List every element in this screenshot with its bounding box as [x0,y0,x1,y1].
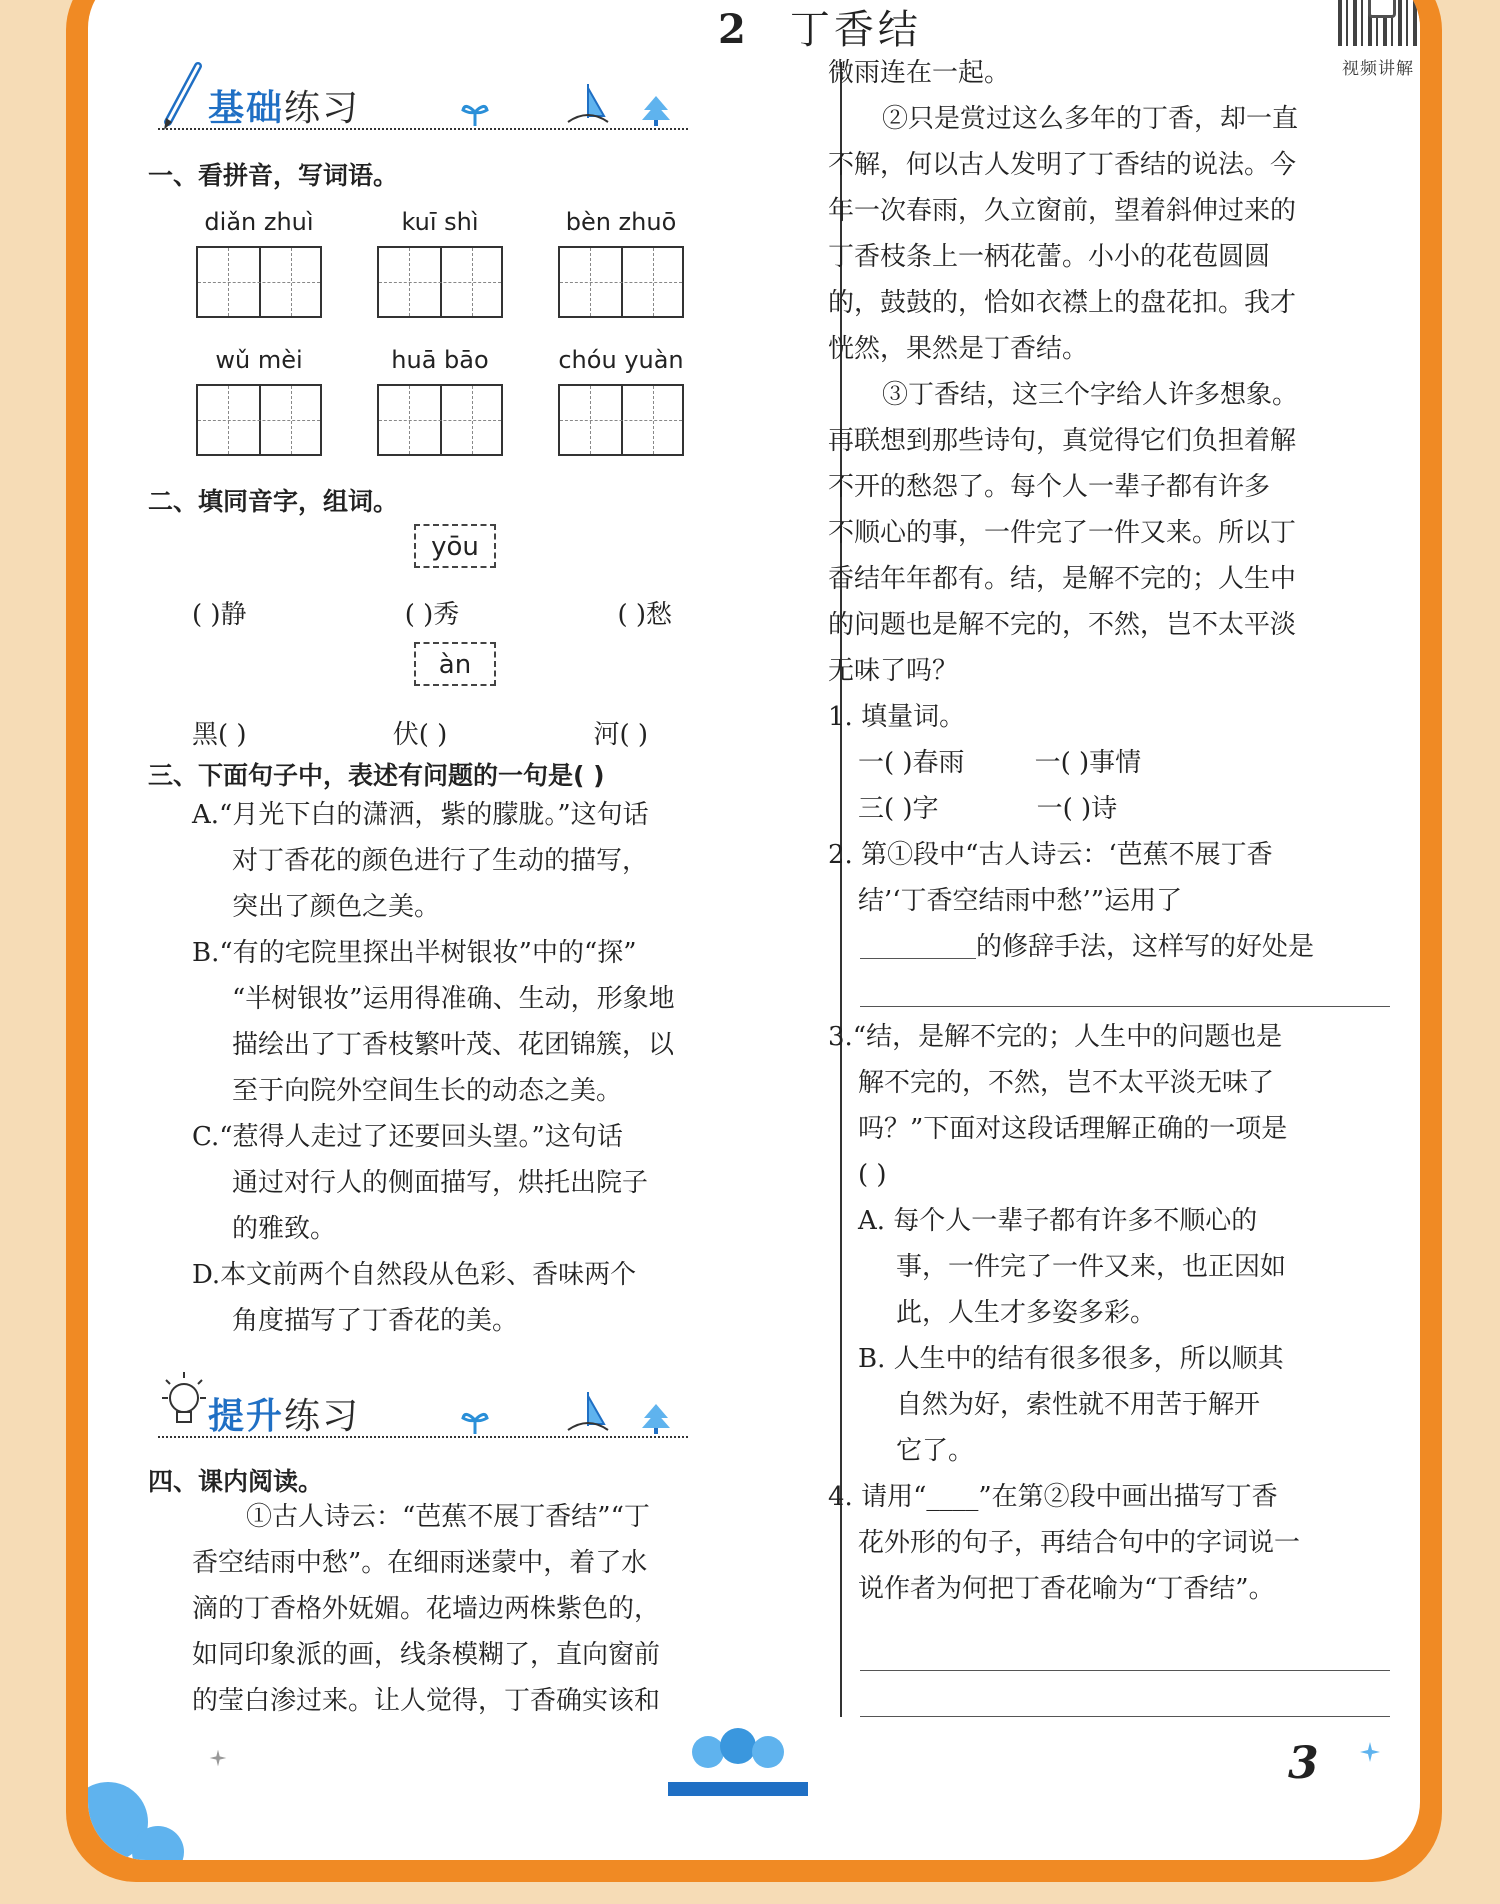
page-number: 3 [1288,1738,1319,1789]
passage-right: 微雨连在一起。 ②只是赏过这么多年的丁香，却一直 不解，何以古人发明了丁香结的说法。今 年一次春雨，久立窗前，望着斜伸过来的 丁香枝条上一柄花蕾。小小的花苞圆圆 的，鼓鼓的，恰如衣襟上的盘花扣。我才 恍然，果然是丁香结。 ③丁香结，这三个字给人许多想象。 再联想到那些诗句，真觉得它们负担着解 不开的愁怨了。每个人一辈子都有许多 不顺心的事，一件完了一件又来。所以丁 香结年年都有。结，是解不完的；人生中 的问题也是解不完的，不然，岂不太平淡 无味了吗？ [828,58,1299,686]
writing-grid[interactable] [558,384,684,456]
pinyin-box: yōu [414,524,496,568]
passage-left: ①古人诗云：“芭蕉不展丁香结”“丁 香空结雨中愁”。在细雨迷蒙中，着了水 滴的丁香格外妩媚。花墙边两株紫色的， 如同印象派的画，线条模糊了，直向窗前 的莹白渗过来。让人觉得，丁香确实该和 [192,1502,661,1716]
pinyin-label: kuī shì [401,208,479,236]
cloud-decoration-icon [88,1742,208,1860]
option-a[interactable]: A.“月光下白的潇洒，紫的朦胧。”这句话 对丁香花的颜色进行了生动的描写， 突出了颜色之美。 [192,800,649,922]
sailboat-icon [558,78,618,130]
pinyin-label: diǎn zhuì [204,208,314,236]
pinyin-label: bèn zhuō [565,208,677,236]
q1-heading: 一、看拼音，写词语。 [148,161,399,190]
qr-code-icon[interactable] [1338,0,1420,46]
fill-row-2 [192,714,648,751]
q4-sub3: 3.“结，是解不完的；人生中的问题也是 解不完的，不然，岂不太平淡无味了 吗？”下面对这段话理解正确的一项是 ( ) A. 每个人一辈子都有许多不顺心的 事，一件完了一件又来，也正因如 此，人生才多姿多彩。 B. 人生中的结有很多很多，所以顺其 自然为好，索性就不用苦于解开 它了。 [828,1014,1398,1474]
tree-icon [640,1402,672,1436]
pinyin-label: chóu yuàn [558,346,684,374]
section-header-advanced [148,1368,708,1438]
writing-grid[interactable] [377,384,503,456]
fill-row-1 [192,594,672,631]
answer-line[interactable] [860,1670,1390,1671]
q3-options [192,792,752,1344]
workbook-page [88,0,1420,1860]
pinyin-label: wǔ mèi [215,346,303,374]
fill-blank[interactable]: 一( )春雨 [858,748,965,778]
fill-blank[interactable]: 河( ) [593,720,648,750]
writing-grid[interactable] [196,384,322,456]
answer-bracket[interactable]: ( ) [858,1160,887,1190]
option-c[interactable]: C.“惹得人走过了还要回头望。”这句话 通过对行人的侧面描写，烘托出院子 的雅致。 [192,1122,649,1244]
q2-heading: 二、填同音字，组词。 [148,487,399,516]
option-b[interactable]: B.“有的宅院里探出半树银妆”中的“探” “半树银妆”运用得准确、生动，形象地 描绘出了丁香枝繁叶茂、花团锦簇，以 至于向院外空间生长的动态之美。 [192,938,675,1106]
pencil-icon [160,60,208,130]
section-label-basic: 基础练习 [208,88,361,129]
fill-blank[interactable]: ( )愁 [617,600,672,630]
flower-decoration-icon [668,1726,808,1796]
answer-line[interactable] [860,1006,1390,1007]
fill-blank[interactable]: 一( )诗 [1036,794,1118,824]
lesson-title [718,0,922,55]
option-b[interactable]: B. 人生中的结有很多很多，所以顺其 自然为好，索性就不用苦于解开 它了。 [858,1344,1284,1466]
fill-blank[interactable]: ( )静 [192,600,247,630]
answer-line[interactable] [860,1716,1390,1717]
lesson-title-text: 丁香结 [789,7,922,53]
writing-grid[interactable] [377,246,503,318]
option-a[interactable]: A. 每个人一辈子都有许多不顺心的 事，一件完了一件又来，也正因如 此，人生才多姿多彩。 [858,1206,1287,1328]
section-label-advanced: 提升练习 [208,1396,361,1437]
fill-blank[interactable]: 三( )字 [858,794,939,824]
fill-blank[interactable]: 黑( ) [192,720,247,750]
pinyin-box: àn [414,642,496,686]
sprout-icon [460,1406,490,1436]
answer-blank[interactable] [860,958,976,959]
q4-sub1-items [858,740,1378,832]
lightbulb-icon [160,1368,208,1438]
sparkle-icon [1358,1740,1382,1764]
q4-sub4: 4. 请用“____”在第②段中画出描写丁香 花外形的句子，再结合句中的字词说一 说作者为何把丁香花喻为“丁香结”。 [828,1482,1301,1604]
sparkle-icon [208,1748,228,1768]
sailboat-icon [558,1386,618,1438]
writing-grid[interactable] [558,246,684,318]
section-header-basic [148,60,708,130]
pinyin-label: huā bāo [391,346,489,374]
lesson-number: 2 [718,6,750,53]
q4-heading: 四、课内阅读。 [148,1467,324,1496]
writing-grid[interactable] [196,246,322,318]
q3-heading: 三、下面句子中，表述有问题的一句是( ) [148,761,605,790]
q4-sub1-text: 1. 填量词。 [828,702,966,732]
tree-icon [640,94,672,128]
q4-sub2: 2. 第①段中“古人诗云：‘芭蕉不展丁香 结’‘丁香空结雨中愁’”运用了 的修辞手法，这样写的好处是 [828,840,1315,962]
fill-blank[interactable]: ( )秀 [404,600,460,630]
video-label: 视频讲解 [1342,59,1414,79]
sprout-icon [460,98,490,128]
option-d[interactable]: D.本文前两个自然段从色彩、香味两个 角度描写了丁香花的美。 [192,1260,637,1336]
fill-blank[interactable]: 一( )事情 [1034,748,1142,778]
fill-blank[interactable]: 伏( ) [392,720,448,750]
